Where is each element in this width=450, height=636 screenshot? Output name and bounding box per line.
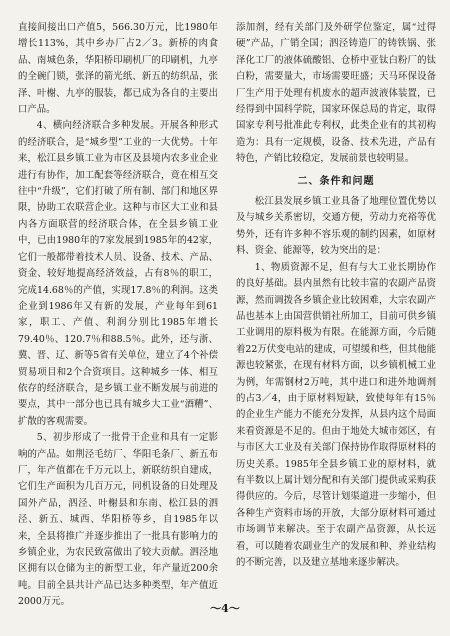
- right-column: [236, 20, 436, 571]
- paragraph-economic-cooperation: 4、横向经济联合多种发展。开展各种形式的经济联合，是“城乡型”工业的一大优势。十年来，松江县乡镇工业为市区及县境内农多业企业进行有协作，加工配套等经济联合，竟在相互交往中“升级”，它们打破了所有制、部门和地区界限，协助工农联营企业。这种与市区大工业和县内各方面联营的经济联合体，在全县乡镇工业中，已由1980年的7家发展到1985年的42家，它们一般都带着技术人员、设备、技术、产品、资金、较好地提高经济效益，占有8％的职工，完成14.68％的产值，实现17.8％的利润。这类企业到1986年又有新的发展，产业每年到61家，职工、产值、利润分别比1985年增长79.40％、120.7％和88.5％。此外，还与浙、冀、晋、辽、新等5省有关单位，建立了4个补偿贸易项目和2个合资项目。这种城乡一体、相互依存的经济联合，是乡镇工业不断发展与前进的要点，其中一部分也已具有城乡大工业“酒糟”、扩散的客观需要。: [18, 120, 218, 427]
- paragraph-key-enterprises: 5、初步形成了一批骨干企业和具有一定影响的产品。如荆泾毛纺厂、华阳毛条厂、新五布厂，年产值都在千万元以上，新联纺织自建成，它们生产面积为几百万元，同机设备的日处理及国外产品，泗泾、叶榭县和东南、松江县的泗泾、新五、城西、华阳桥等乡，自1985年以来，全县将推广并逐步推出了一批具有影响力的乡镇企业，为农民致富做出了较大贡献。泗泾地区拥有以仓储为主的新型工业，年产量近200余吨。目前全县共计产品已达多种类型，年产值近2000万元。: [18, 432, 218, 608]
- document-page: [18, 20, 436, 608]
- paragraph-export-products: 直接间接出口产值5，566.30万元，比1980年增长113%，其中乡办厂占2／3。新桥的肉食品、南城色条，华阳桥印刷机厂的印刷机，九亭的全碗门锁，张泽的箭光纸、新五的纺织品，张泽、叶榭、九亭的服装，都已成为各自的主要出口产品。: [18, 22, 218, 116]
- paragraph-material-resources: 1、物质资源不足，但有与大工业长期协作的良好基础。县内虽然有比较丰富的农副产品资源，然而调拨各乡镇企业比较困难，大宗农副产品也基本上由国营供销社所加工，目前可供乡镇工业调用的原料极为有限。在能源方面，今后随着22万伏变电站的建成，可望缓和些，但其他能源也较紧张，在现有材料方面，以乡镇机械工业为例，年需钢材2万吨，其中进口和进外地调剂的占3／4，由于原材料短缺，致使每年有15％的企业生产能力不能充分发挥，从县内这个局面来看资源是不足的。但由于地处大城市郊区，有与市区大工业及有关部门保持协作取得原材料的历史关系。1985年全县乡镇工业的原材料，就有半数以上属计划分配和有关部门提供或采购获得供应的。今后，尽管计划渠道进一步缩小，但各种生产资料市场的开放，大部分原材料可通过市场调节来解决。至于农副产品资源，从长远看，可以随着农副业生产的发展和种、养业结构的不断完善，以及建立基地来逐步解决。: [236, 261, 436, 568]
- left-column: [18, 20, 218, 611]
- section-heading: 二、条件和问题: [297, 175, 375, 187]
- paragraph-conditions-intro: 松江县发展乡镇工业具备了地理位置优势以及与城乡关系密切，交通方便，劳动力充裕等优势外，还有许多种不容乐观的制约因素，如原材料、资金、能源等，较为突出的是：: [236, 196, 436, 257]
- page-number: ～4～: [210, 602, 240, 615]
- paragraph-featured-products: 添加剂，经有关部门及外研学位鉴定，属“过得硬”产品，广销全国；泗泾铸造厂的铸铁锅、张泽化工厂的液体硫酸铝、仓桥中亚钛白粉厂的钛白粉，需要量大，市场需要旺盛；天马环保设备厂生产用于处理有机废水的超声波液体装置，已经得到中国科学院，国家环保总局的肯定，取得国家专利号批准此专利权，此类企业有的其初构造为：具有一定规模，设备、技术先进，产品有特色，产销比较稳定，发展前景也较明显。: [236, 22, 436, 165]
